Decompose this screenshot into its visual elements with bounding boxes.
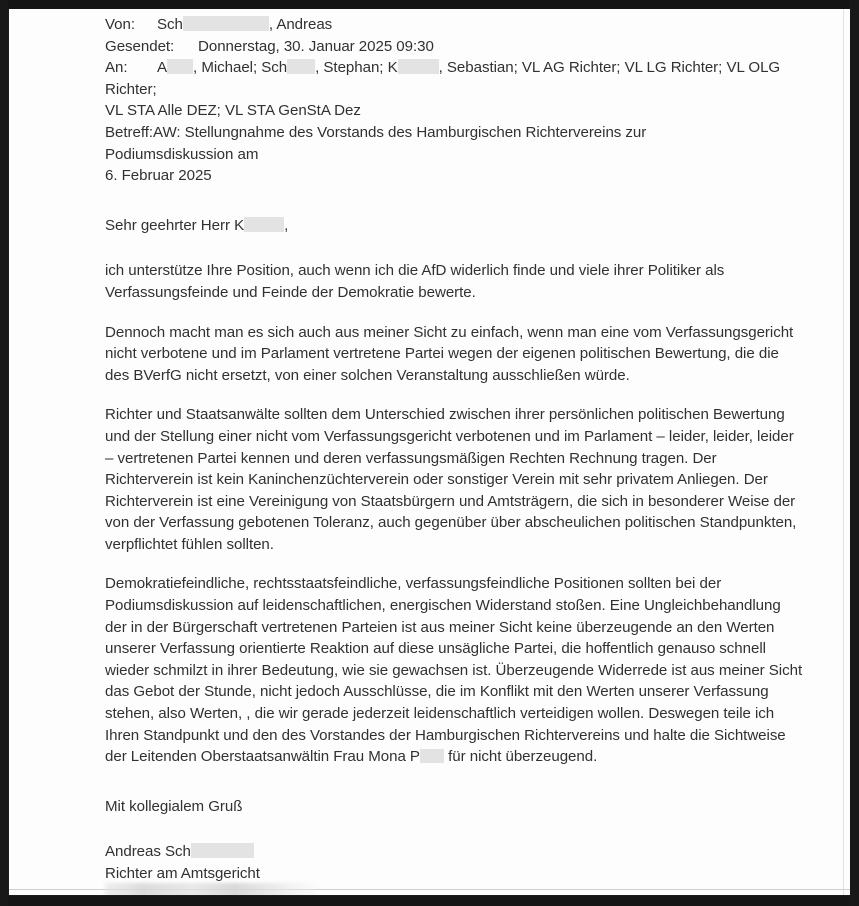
redaction-block-salutation-name [244,217,284,232]
spacer-after-salutation [105,236,805,260]
frame-edge-left [0,0,8,906]
frame-edge-right [849,0,859,906]
redaction-block-recipient-3 [398,59,439,74]
header-subject-label: Betreff: [105,123,153,141]
body-paragraph-4-text-before-redaction: Demokratiefeindliche, rechtsstaatsfeindliche, verfassungsfeindliche Positionen sollten bei der Podiumsdiskussion auf leidenschaftlichen, energischen Widerstand stoßen. Eine Ungleichbehandlung der in der Bürgerschaft vertretenen Parteien ist aus meiner Sicht keine überzeugende an den Werten unserer Verfassung orientierte Reaktion auf diese unsägliche Partei, die hoffentlich genauso schnell wieder schmilzt in ihrer Bedeutung, wie sie gewachsen ist. Überzeugende Widerrede ist aus meiner Sicht das Gebot der Stunde, nicht jedoch Ausschlüsse, die im Konflikt mit den Werten unserer Verfassung stehen, also Werten, , die wir gerade jederzeit leidenschaftlich verteidigen wollen. Deswegen teile ich Ihren Standpunkt und den des Vorstandes der Hamburgischen Richtervereins und halte die Sichtweise der Leitenden Oberstaatsanwältin Frau Mona P [105,575,803,766]
header-sent-value: Donnerstag, 30. Januar 2025 09:30 [198,37,434,55]
header-subject-line-2: Podiumsdiskussion am [105,145,259,163]
page-edge-rule-right [843,9,844,895]
header-subject-value: AW: Stellungnahme des Vorstands des Hamburgischen Richtervereins zur [152,123,647,141]
redaction-block-mona-surname [420,749,444,763]
header-from-label: Von: [105,16,136,33]
header-to-recipient-2-suffix: , Stephan; K [315,59,398,77]
salutation-suffix: , [284,216,289,234]
redaction-block-signature-contact-details [105,883,315,895]
header-from-value-prefix: Sch [157,16,183,33]
header-to-row-continued: Richter; [105,80,157,98]
body-paragraph-3: Richter und Staatsanwälte sollten dem Unterschied zwischen ihrer persönlichen politischen Bewertung und der Stellung einer nicht vom Verfassungsgericht verbotenen und im Parlament – leider, leider, leider – vertretenen Partei kennen und deren verfassungsmäßigen Rechten Rechnung tragen. Der Richterverein ist kein Kaninchenzüchterverein oder sonstiger Verein mit sehr privatem Anliegen. Der Richterverein ist eine Vereinigung von Staatsbürgern und Amtsträgern, die sich in besonderer Weise der von der Verfassung gebotenen Toleranz, auch gegenüber über abscheulichen politischen Standpunkten, verpflichtet fühlen sollten. [105,406,797,553]
header-to-recipient-3-suffix: , Sebastian; VL AG Richter; VL LG Richter; VL OLG [438,59,781,77]
signature-name-prefix: Andreas Sch [105,843,191,861]
email-header [105,9,805,187]
signature-name-row [105,841,805,863]
spacer-paragraph-2-3 [105,386,805,404]
redaction-block-recipient-1 [167,59,193,74]
header-to-row [105,57,805,79]
header-to-distribution-lists: VL STA Alle DEZ; VL STA GenStA Dez [105,102,361,120]
signature-title: Richter am Amtsgericht [105,865,260,882]
header-to-recipient-1-prefix: A [157,59,168,77]
frame-edge-top [0,0,859,9]
redaction-block-signature-surname [191,843,254,858]
body-paragraph-4-text-after-redaction: für nicht überzeugend. [443,748,598,766]
header-subject-row [105,122,805,144]
spacer-after-header [105,187,805,215]
header-to-recipient-1-suffix: , Michael; Sch [193,59,288,77]
spacer-before-signature [105,768,805,796]
spacer-after-closing [105,817,805,841]
document-page [9,9,850,895]
redaction-block-from-surname [183,16,269,31]
header-to-label: An: [105,59,128,77]
frame-edge-bottom [0,896,859,906]
header-from-row [105,14,805,36]
header-subject-line-3: 6. Februar 2025 [105,167,212,185]
header-from-value-suffix: , Andreas [268,16,333,33]
signature-closing: Mit kollegialem Gruß [105,797,243,815]
body-paragraph-4 [105,573,805,767]
salutation-line [105,215,805,237]
header-sent-label: Gesendet: [105,37,175,55]
spacer-paragraph-3-4 [105,555,805,573]
spacer-paragraph-1-2 [105,304,805,322]
header-sent-row [105,36,805,58]
signature-block [105,796,805,885]
salutation-prefix: Sehr geehrter Herr K [105,216,245,234]
redaction-block-recipient-2 [287,59,315,74]
body-paragraph-2: Dennoch macht man es sich auch aus meiner Sicht zu einfach, wenn man eine vom Verfassungsgericht nicht verbotene und im Parlament vertretene Partei wegen der eigenen politischen Bewertung, die die des BVerfG nicht ersetzt, von einer solchen Veranstaltung ausschließen würde. [105,323,794,384]
document-content [105,9,805,885]
body-paragraph-1: ich unterstütze Ihre Position, auch wenn ich die AfD widerlich finde und viele ihrer Politiker als Verfassungsfeinde und Feinde der Demokratie bewerte. [105,262,725,301]
